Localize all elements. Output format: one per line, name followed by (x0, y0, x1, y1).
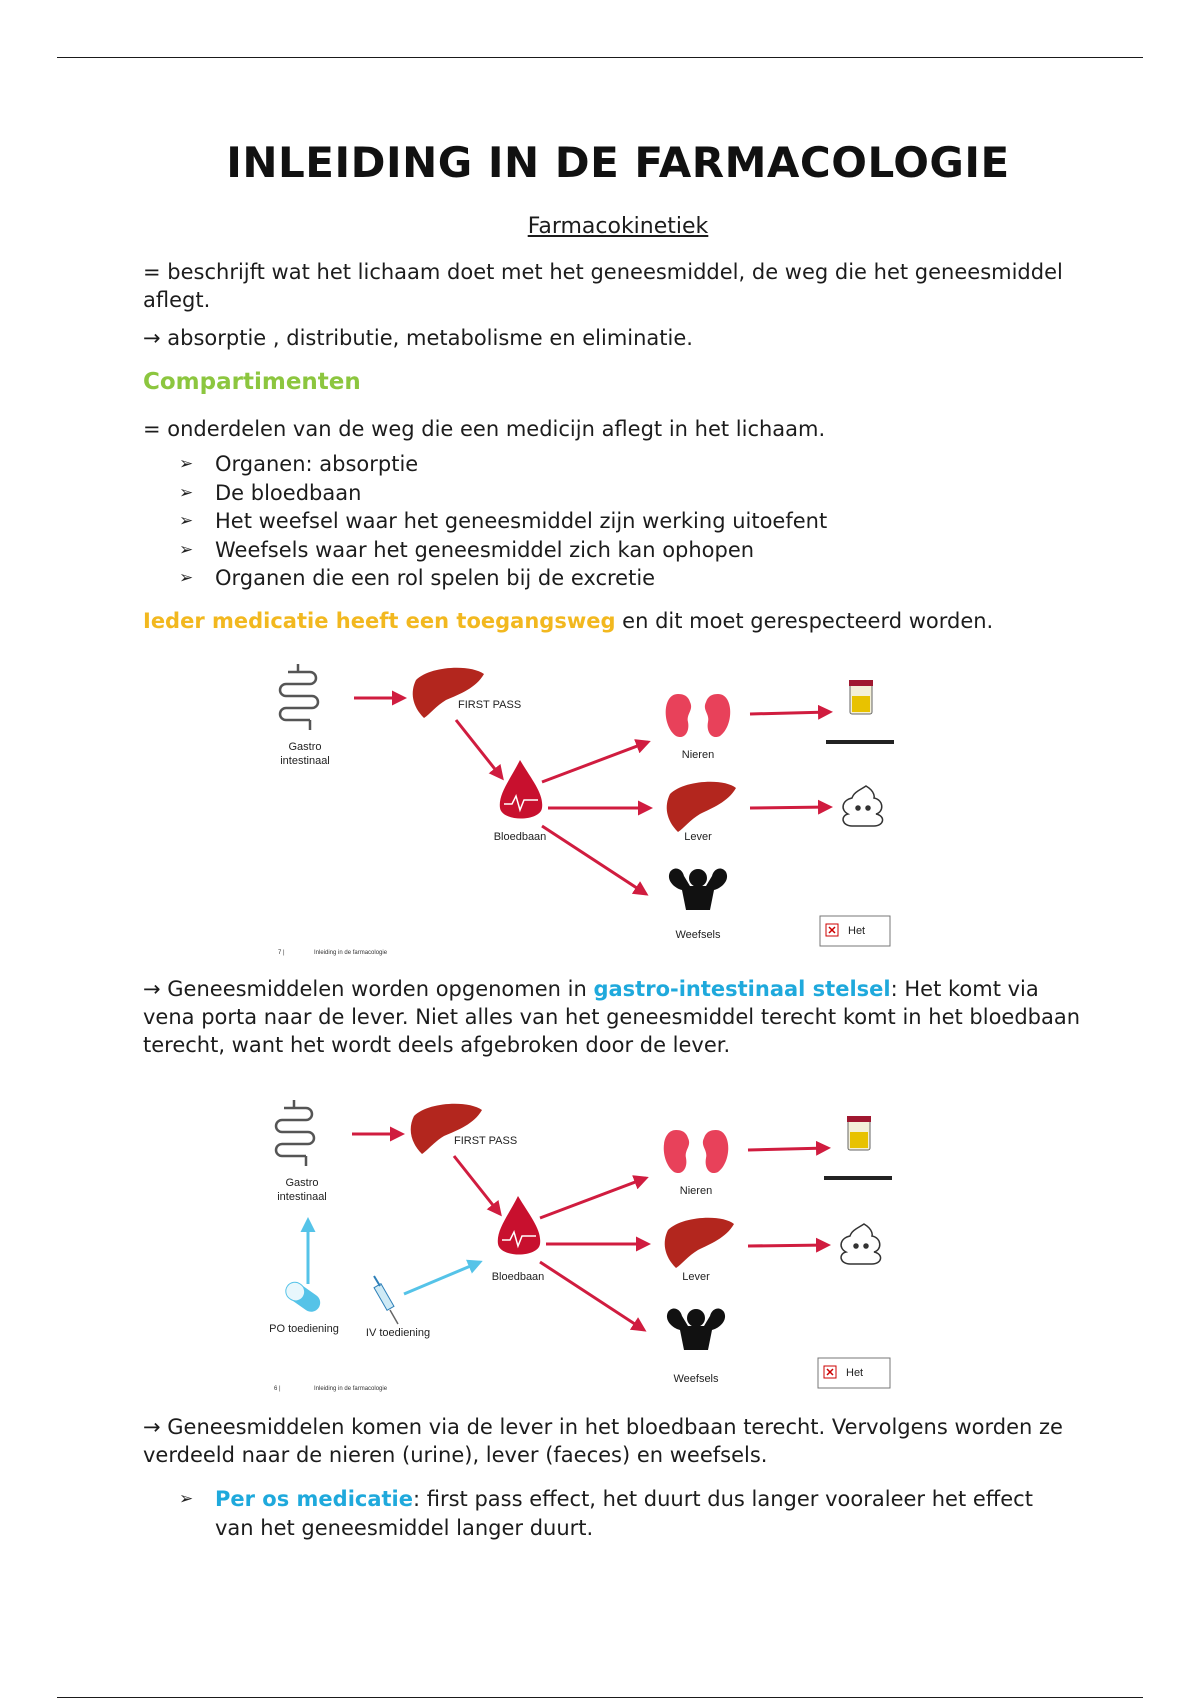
page-title: INLEIDING IN DE FARMACOLOGIE (226, 138, 1010, 187)
faeces-icon (843, 786, 883, 826)
list-item: ➢ Weefsels waar het geneesmiddel zich kan ophopen (179, 536, 827, 565)
urine-cup-icon (824, 1116, 892, 1180)
blood-drop-icon (500, 760, 542, 819)
muscle-icon (669, 869, 727, 910)
list-item: ➢ Organen: absorptie (179, 450, 827, 479)
list-item: ➢ Organen die een rol spelen bij de excretie (179, 564, 827, 593)
liver-label: Lever (684, 831, 712, 843)
broken-image-label: Het (846, 1367, 864, 1379)
paragraph-gi-end: : Het komt via vena porta naar de lever. Niet alles van het geneesmiddel terecht komt in het bloedbaan terecht, want het wordt deels afgebroken door de lever. (143, 977, 1081, 1057)
tissue-label: Weefsels (673, 1373, 719, 1385)
page-footer-num: 7 | (278, 950, 285, 956)
intro-definition: = beschrijft wat het lichaam doet met het geneesmiddel, de weg die het geneesmiddel aflegt. (143, 260, 1063, 312)
list-item (179, 1485, 1045, 1542)
first-pass-label: FIRST PASS (454, 1135, 518, 1147)
broken-image-placeholder (820, 916, 890, 946)
arrow-blood-tissue (542, 826, 646, 894)
section-definition: = onderdelen van de weg die een medicijn aflegt in het lichaam. (143, 417, 826, 441)
arrow-liver-blood (456, 720, 502, 778)
first-pass-label: FIRST PASS (458, 699, 522, 711)
tissue-label: Weefsels (675, 929, 721, 941)
kidneys-icon (664, 1130, 729, 1173)
arrow-blood-kidneys (540, 1178, 646, 1218)
gi-label-2: intestinaal (277, 1191, 327, 1203)
route-highlight: Ieder medicatie heeft een toegangsweg (143, 609, 616, 633)
liver-label: Lever (682, 1271, 710, 1283)
arrow-blood-kidneys (542, 742, 648, 782)
arrow-liver-blood (454, 1156, 500, 1214)
list-item: ➢ Het weefsel waar het geneesmiddel zijn werking uitoefent (179, 507, 827, 536)
gi-label-1: Gastro (285, 1177, 319, 1189)
syringe-icon (374, 1276, 398, 1324)
broken-image-label: Het (848, 925, 866, 937)
kidneys-icon (666, 694, 731, 737)
diagram-2-svg (270, 1096, 940, 1396)
page-footer-text: Inleiding in de farmacologie (314, 950, 388, 956)
paragraph-gi-start: → Geneesmiddelen worden opgenomen in (143, 977, 594, 1001)
section-heading: Compartimenten (143, 369, 361, 395)
po-label: PO toediening (270, 1323, 339, 1335)
route-sentence (143, 607, 1083, 635)
pharmacokinetics-diagram-1 (270, 660, 940, 960)
liver-icon (667, 782, 736, 832)
blood-label: Bloedbaan (491, 1271, 545, 1283)
iv-label: IV toediening (365, 1327, 431, 1339)
diagram-1-svg (270, 660, 940, 960)
arrow-liver-faeces (750, 807, 830, 808)
arrow-blood-tissue (540, 1262, 644, 1330)
paragraph-gi (143, 975, 1083, 1059)
page-footer-num: 6 | (274, 1386, 281, 1392)
arrow-liver-faeces (748, 1245, 828, 1246)
paragraph-distribution: → Geneesmiddelen komen via de lever in het bloedbaan terecht. Vervolgens worden ze verdeeld naar de nieren (urine), lever (faeces) en weefsels. (143, 1415, 1063, 1467)
arrow-kidneys-urine (750, 712, 830, 714)
list-item: ➢ De bloedbaan (179, 479, 827, 508)
per-os-highlight: Per os medicatie (215, 1487, 413, 1511)
bottom-rule (57, 1697, 1143, 1698)
page-footer-text: Inleiding in de farmacologie (314, 1386, 388, 1392)
intestine-icon (276, 1100, 314, 1166)
kidneys-label: Nieren (681, 749, 715, 761)
page-subtitle: Farmacokinetiek (527, 214, 709, 239)
gi-label-1: Gastro (288, 741, 322, 753)
muscle-icon (667, 1309, 725, 1350)
intestine-icon (280, 664, 318, 730)
pharmacokinetics-diagram-2 (270, 1096, 940, 1396)
faeces-icon (841, 1224, 881, 1264)
blood-label: Bloedbaan (493, 831, 547, 843)
urine-cup-icon (826, 680, 894, 744)
pill-icon (282, 1279, 323, 1316)
gi-highlight: gastro-intestinaal stelsel (593, 977, 891, 1001)
top-rule (57, 57, 1143, 58)
per-os-list (179, 1485, 1045, 1542)
liver-icon (665, 1218, 734, 1268)
kidneys-label: Nieren (679, 1185, 713, 1197)
broken-image-placeholder (818, 1358, 890, 1388)
arrow-kidneys-urine (748, 1148, 828, 1150)
arrow-iv-blood (404, 1262, 480, 1294)
compartment-list (179, 450, 827, 593)
route-rest: en dit moet gerespecteerd worden. (615, 609, 994, 633)
intro-arrow-line: → absorptie , distributie, metabolisme en eliminatie. (143, 326, 693, 350)
per-os-rest: : first pass effect, het duurt dus langer vooraleer het effect van het geneesmiddel langer duurt. (215, 1487, 1033, 1540)
gi-label-2: intestinaal (280, 755, 330, 767)
blood-drop-icon (498, 1196, 540, 1255)
